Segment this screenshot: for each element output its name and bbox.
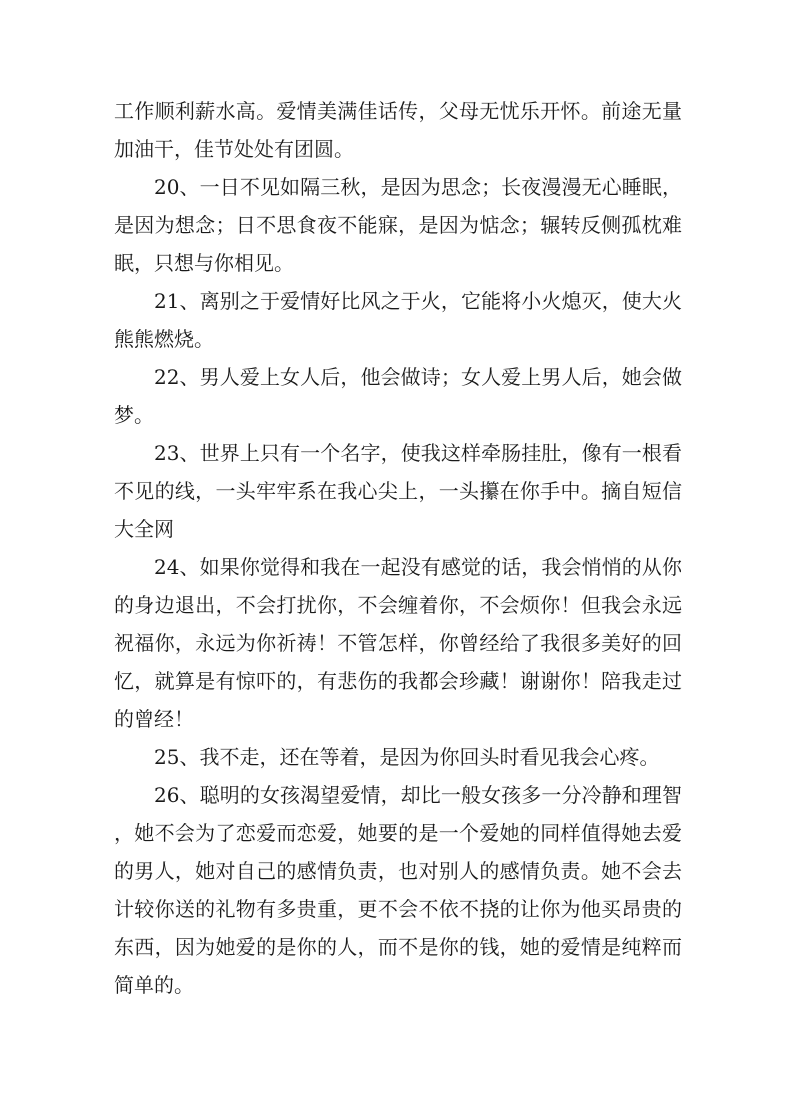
paragraph-20: 20、一日不见如隔三秋，是因为思念；长夜漫漫无心睡眠，是因为想念；日不思食夜不能寐，是因为惦念；辗转反侧孤枕难眠，只想与你相见。 bbox=[114, 175, 682, 275]
paragraph-22: 22、男人爱上女人后，他会做诗；女人爱上男人后，她会做梦。 bbox=[114, 365, 682, 427]
paragraph-26: 26、聪明的女孩渴望爱情，却比一般女孩多一分冷静和理智，她不会为了恋爱而恋爱，她要的是一个爱她的同样值得她去爱的男人，她对自己的感情负责，也对别人的感情负责。她不会去计较你送的礼物有多贵重，更不会不依不挠的让你为他买昂贵的东西，因为她爱的是你的人，而不是你的钱，她的爱情是纯粹而简单的。 bbox=[114, 783, 682, 997]
paragraph-25: 25、我不走，还在等着，是因为你回头时看见我会心疼。 bbox=[154, 745, 660, 769]
paragraph-24: 24、如果你觉得和我在一起没有感觉的话，我会悄悄的从你的身边退出，不会打扰你，不会缠着你，不会烦你！但我会永远祝福你，永远为你祈祷！不管怎样，你曾经给了我很多美好的回忆，就算是有惊吓的，有悲伤的我都会珍藏！谢谢你！陪我走过的曾经！ bbox=[114, 555, 682, 731]
document-body bbox=[114, 92, 682, 1004]
paragraph-23: 23、世界上只有一个名字，使我这样牵肠挂肚，像有一根看不见的线，一头牢牢系在我心尖上，一头攥在你手中。摘自短信大全网 bbox=[114, 441, 682, 541]
paragraph-21: 21、离别之于爱情好比风之于火，它能将小火熄灭，使大火熊熊燃烧。 bbox=[114, 289, 682, 351]
paragraph-continuation: 工作顺利薪水高。爱情美满佳话传，父母无忧乐开怀。前途无量加油干，佳节处处有团圆。 bbox=[114, 99, 682, 161]
